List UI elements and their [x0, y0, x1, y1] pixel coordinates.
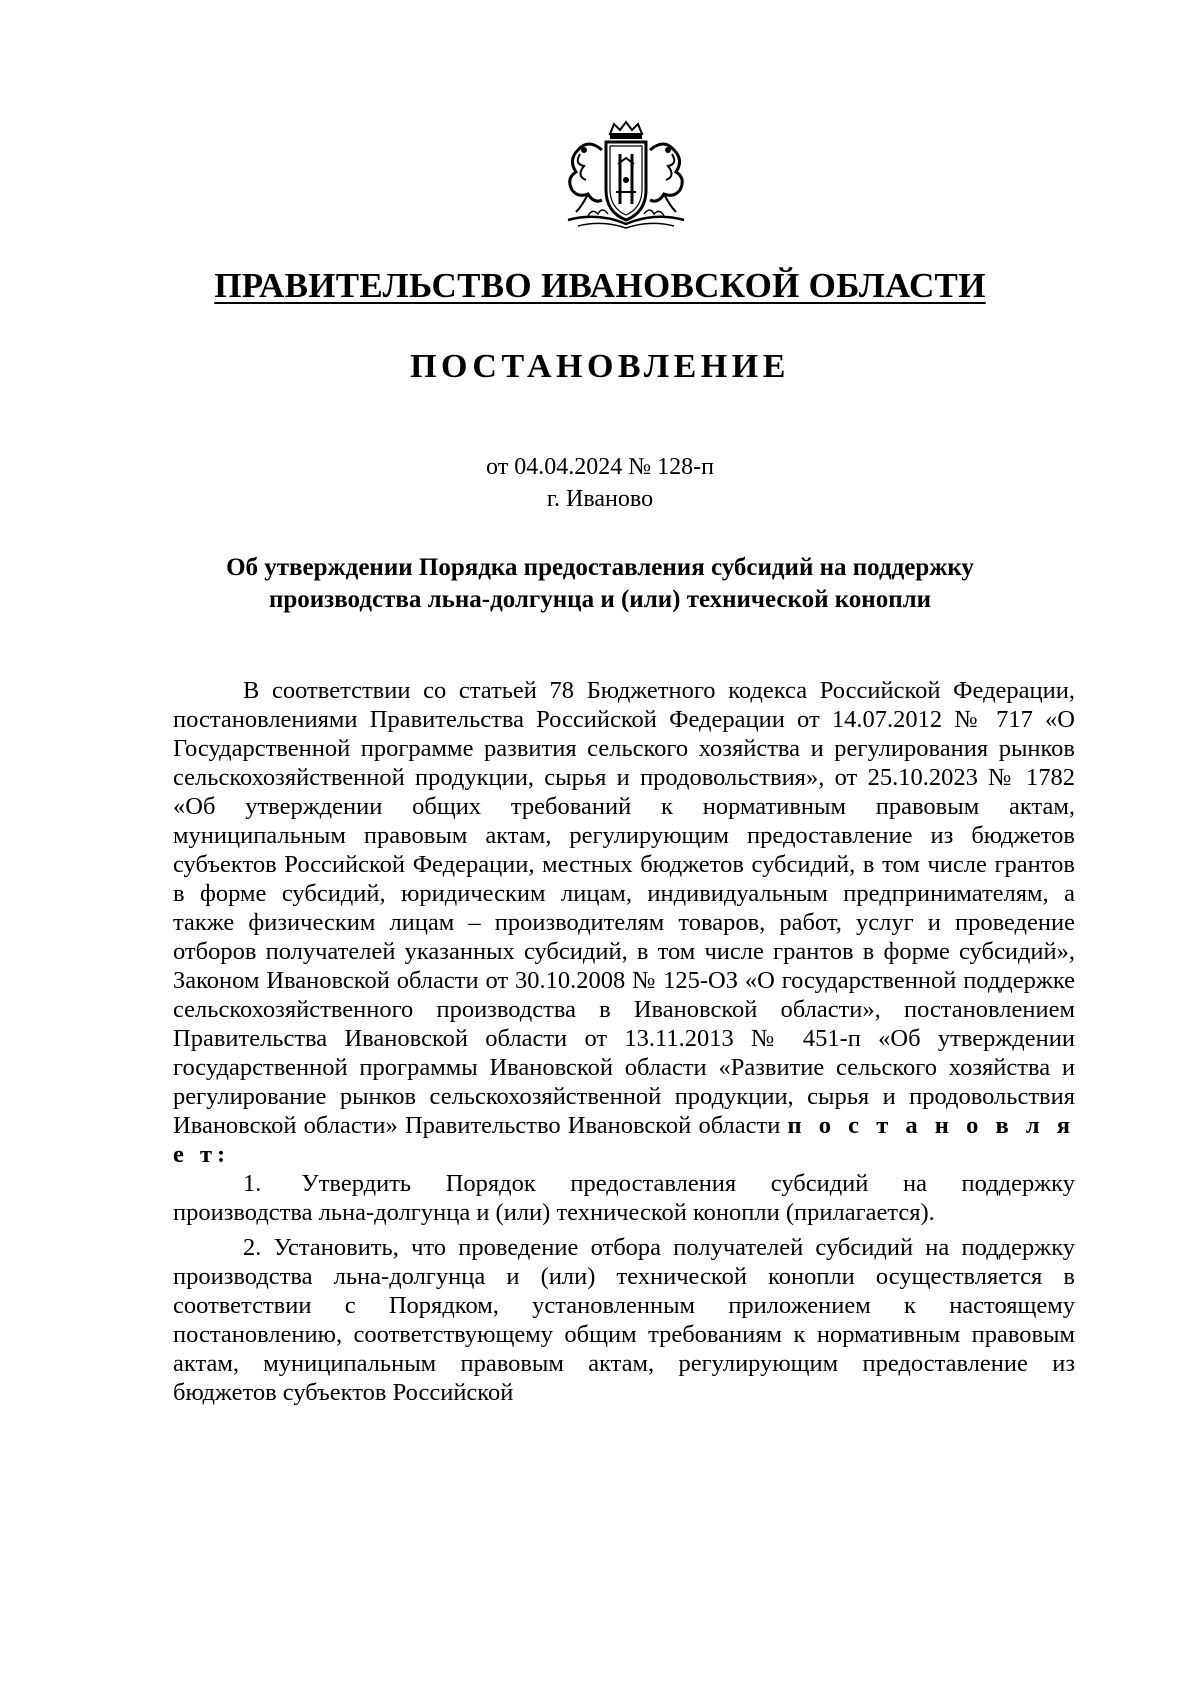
- document-body: [173, 676, 1075, 1407]
- item-1-number: 1.: [243, 1170, 262, 1197]
- document-date-number: от 04.04.2024 № 128-п: [486, 454, 714, 480]
- document-city: г. Иваново: [546, 486, 654, 512]
- preamble-text: В соответствии со статьей 78 Бюджетного кодекса Российской Федерации, постановлениями Правительства Российской Федерации от 14.07.2012 № 717 «О Государственной программе развития сельского хозяйства и регулирования рынков сельскохозяйственной продукции, сырья и продовольствия», от 25.10.2023 № 1782 «Об утверждении общих требований к нормативным правовым актам, муниципальным правовым актам, регулирующим предоставление из бюджетов субъектов Российской Федерации, местных бюджетов субсидий, в том числе грантов в форме субсидий, юридическим лицам, индивидуальным предпринимателям, а также физическим лицам – производителям товаров, работ, услуг и проведение отборов получателей указанных субсидий, в том числе грантов в форме субсидий», Законом Ивановской области от 30.10.2008 № 125-ОЗ «О государственной поддержке сельскохозяйственного производства в Ивановской области», постановлением Правительства Ивановской области от 13.11.2013 № 451-п «Об утверждении государственной программы Ивановской области «Развитие сельского хозяйства и регулирование рынков сельскохозяйственной продукции, сырья и продовольствия Ивановской области» Правительство Ивановской области: [173, 677, 1075, 1139]
- item-1-paragraph: [173, 1169, 1075, 1227]
- subject-line-2: производства льна-долгунца и (или) технической конопли: [268, 586, 932, 613]
- subject-line-1: Об утверждении Порядка предоставления субсидий на поддержку: [226, 554, 974, 581]
- item-2-paragraph: 2. Установить, что проведение отбора получателей субсидий на поддержку производства льна-долгунца и (или) технической конопли осуществляется в соответствии с Порядком, установленным приложением к настоящему постановлению, соответствующему общим требованиям к нормативным правовым актам, муниципальным правовым актам, регулирующим предоставление из бюджетов субъектов Российской: [173, 1234, 1075, 1406]
- coat-of-arms-emblem: [558, 120, 694, 232]
- preamble-paragraph: [173, 676, 1075, 1169]
- decree-word: п о с т а н о в л я е т:: [173, 1112, 1076, 1168]
- document-subject: [160, 552, 1040, 616]
- document-type-heading: ПОСТАНОВЛЕНИЕ: [410, 348, 790, 385]
- government-title: ПРАВИТЕЛЬСТВО ИВАНОВСКОЙ ОБЛАСТИ: [214, 266, 986, 305]
- item-1-text: Утвердить Порядок предоставления субсидий на поддержку производства льна-долгунца и (или) технической конопли (прилагается).: [173, 1170, 1075, 1226]
